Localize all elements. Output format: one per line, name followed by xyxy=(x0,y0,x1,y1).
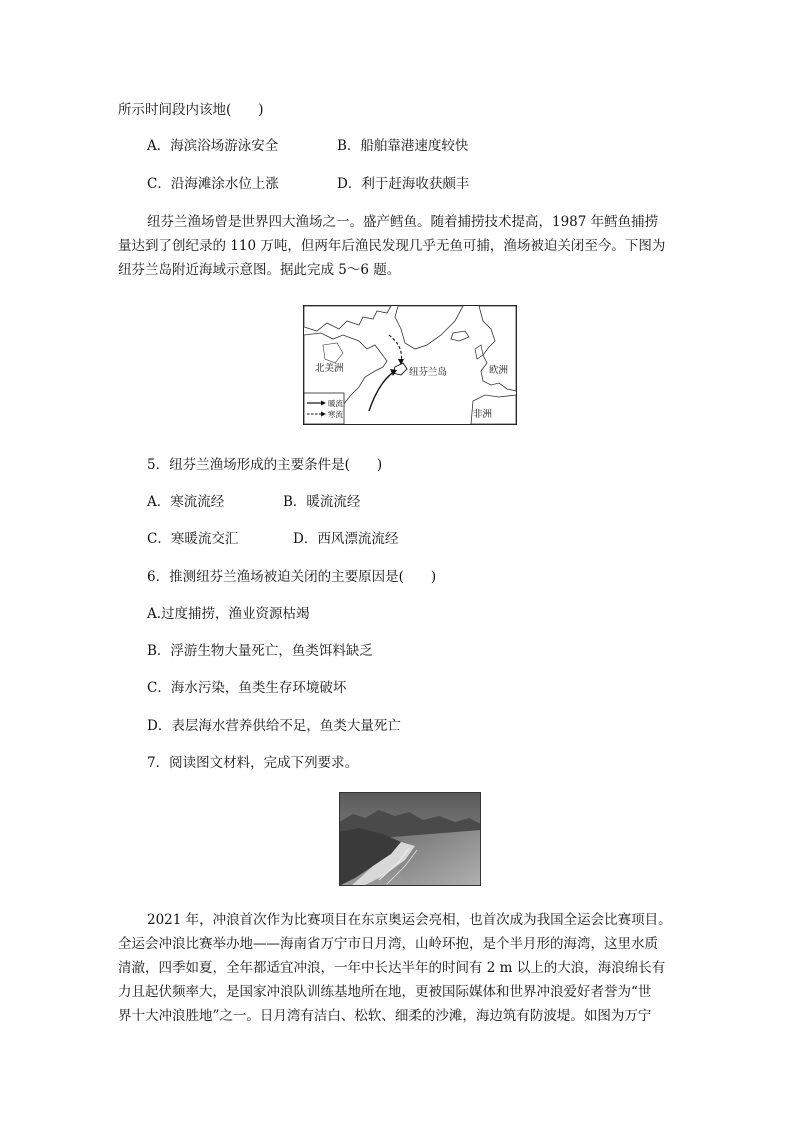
passage1-line-1: 纽芬兰渔场曾是世界四大渔场之一。盛产鳕鱼。随着捕捞技术提高，1987 年鳕鱼捕捞 xyxy=(147,214,659,230)
q4-stem-tail: 所示时间段内该地( ) xyxy=(118,102,264,118)
label-north-america: 北美洲 xyxy=(315,363,344,374)
passage1-line-2: 量达到了创纪录的 110 万吨，但两年后渔民发现几乎无鱼可捕，渔场被迫关闭至今。下图为 xyxy=(118,238,666,254)
q5-option-c: C．寒暖流交汇 xyxy=(147,531,239,547)
q6-option-c: C．海水污染，鱼类生存环境破坏 xyxy=(147,680,347,696)
label-europe: 欧洲 xyxy=(489,365,509,376)
bay-photo-svg xyxy=(339,792,481,886)
label-africa: 非洲 xyxy=(473,409,493,420)
legend-warm-label: 暖流 xyxy=(328,399,343,408)
q4-option-b: B．船舶靠港速度较快 xyxy=(337,138,469,154)
q5-option-b: B．暖流流经 xyxy=(283,494,361,510)
passage2-line-4: 力且起伏频率大，是国家冲浪队训练基地所在地，更被国际媒体和世界冲浪爱好者誉为“世 xyxy=(118,984,652,1000)
passage2-line-5: 界十大冲浪胜地”之一。日月湾有洁白、松软、细柔的沙滩，海边筑有防波堤。如图为万宁 xyxy=(118,1008,652,1024)
newfoundland-map xyxy=(303,305,517,425)
q6-option-d: D．表层海水营养供给不足，鱼类大量死亡 xyxy=(147,718,401,734)
q6-stem: 6．推测纽芬兰渔场被迫关闭的主要原因是( ) xyxy=(147,569,437,585)
q5-option-a: A．寒流流经 xyxy=(147,494,225,510)
legend-box xyxy=(304,393,344,424)
q4-option-c: C．沿海滩涂水位上涨 xyxy=(147,176,279,192)
q5-stem: 5．纽芬兰渔场形成的主要条件是( ) xyxy=(147,457,383,473)
passage1-line-3: 纽芬兰岛附近海域示意图。据此完成 5～6 题。 xyxy=(118,262,401,278)
q6-option-a: A.过度捕捞，渔业资源枯竭 xyxy=(147,606,310,622)
legend-cold-label: 寒流 xyxy=(328,410,343,419)
passage2-line-2: 全运会冲浪比赛举办地——海南省万宁市日月湾，山岭环抱，是个半月形的海湾，这里水质 xyxy=(118,936,658,952)
newfoundland-map-svg xyxy=(303,305,517,425)
q5-option-d: D．西风漂流流经 xyxy=(293,531,399,547)
passage2-line-3: 清澈，四季如夏，全年都适宜冲浪，一年中长达半年的时间有 2 m 以上的大浪，海浪绵长有 xyxy=(118,960,666,976)
label-newfoundland: 纽芬兰岛 xyxy=(409,367,448,378)
q6-option-b: B．浮游生物大量死亡，鱼类饵料缺乏 xyxy=(147,643,373,659)
q4-option-d: D．利于赶海收获颇丰 xyxy=(337,176,470,192)
bay-photo xyxy=(339,792,481,886)
q7-stem: 7．阅读图文材料，完成下列要求。 xyxy=(147,755,359,771)
q4-option-a: A．海滨浴场游泳安全 xyxy=(147,138,279,154)
passage2-line-1: 2021 年，冲浪首次作为比赛项目在东京奥运会亮相，也首次成为我国全运会比赛项目。 xyxy=(147,912,672,928)
